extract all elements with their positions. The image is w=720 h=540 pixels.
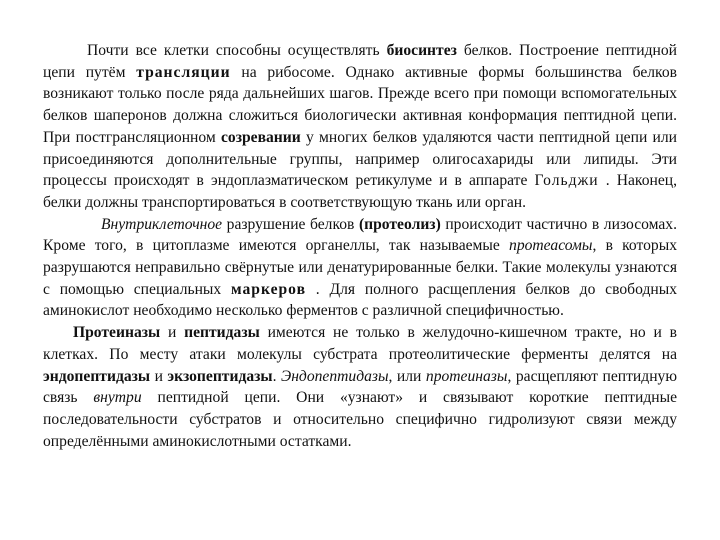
text-run: происходит частично в лизосомах. Кроме того, в цитоплазме имеются органеллы, так называемые — [43, 215, 677, 255]
text-run: пептидной цепи. Они «узнают» и связывают короткие пептидные последовательности субстратов и относительно специфично гидролизуют связи между определёнными аминокислотными остатками. — [43, 389, 678, 450]
text-run: , в которых разрушаются неправильно свёрнутые или денатурированные белки. Такие молекулы узнаются с помощью специальных — [43, 237, 677, 298]
emphasized-term: пептидазы — [184, 324, 260, 342]
text-run: разрушение белков — [222, 215, 359, 233]
text-run: . — [272, 367, 281, 385]
emphasized-term: Гольджи — [534, 172, 599, 190]
emphasized-term: Протеиназы — [73, 324, 161, 342]
emphasized-term: созревании — [220, 128, 301, 146]
emphasized-term: (протеолиз) — [358, 215, 441, 233]
text-run: , или — [388, 367, 426, 385]
text-run: , расщепляют пептидную связь — [43, 367, 677, 407]
paragraph-proteinases — [43, 322, 677, 452]
text-run: и — [160, 324, 185, 342]
text-run: . Для полного расщепления белков до свободных аминокислот необходимо несколько ферментов с различной специфичностью. — [43, 280, 677, 320]
text-run: белков. Построение пептидной цепи путём — [43, 42, 677, 81]
emphasized-term: Внутриклеточное — [101, 215, 223, 233]
emphasized-term: протеиназы — [425, 367, 508, 385]
text-run: Почти все клетки способны осуществлять — [87, 42, 387, 59]
text-run: у многих белков удаляются части пептидной цепи или присоединяются дополнительные группы, например олигосахариды или липиды. Эти процессы происходят в эндоплазматическом ретикулуме и в аппарате — [43, 128, 677, 190]
paragraph-biosynthesis — [43, 40, 677, 214]
emphasized-term: биосинтез — [386, 42, 457, 59]
text-run: и — [150, 367, 168, 385]
emphasized-term: экзопептидазы — [167, 367, 273, 385]
emphasized-term: Эндопептидазы — [280, 367, 389, 385]
emphasized-term: эндопептидазы — [43, 367, 151, 385]
text-run: имеются не только в желудочно-кишечном тракте, но и в клетках. По месту атаки молекулы субстрата протеолитические ферменты делятся на — [43, 324, 677, 363]
emphasized-term: маркеров — [230, 280, 306, 298]
text-run: на рибосоме. Однако активные формы большинства белков возникают только после ряда дальнейших шагов. Прежде всего при помощи вспомогательных белков шаперонов должна сложиться биологически активная конформация пептидной цепи. При постгрансляционном — [43, 63, 678, 146]
emphasized-term: внутри — [93, 389, 142, 407]
text-run: . Наконец, белки должны транспортироваться в соответствующую ткань или орган. — [43, 172, 678, 211]
paragraph-proteolysis — [43, 214, 677, 323]
emphasized-term: протеасомы — [509, 237, 593, 255]
emphasized-term: трансляции — [136, 63, 231, 81]
